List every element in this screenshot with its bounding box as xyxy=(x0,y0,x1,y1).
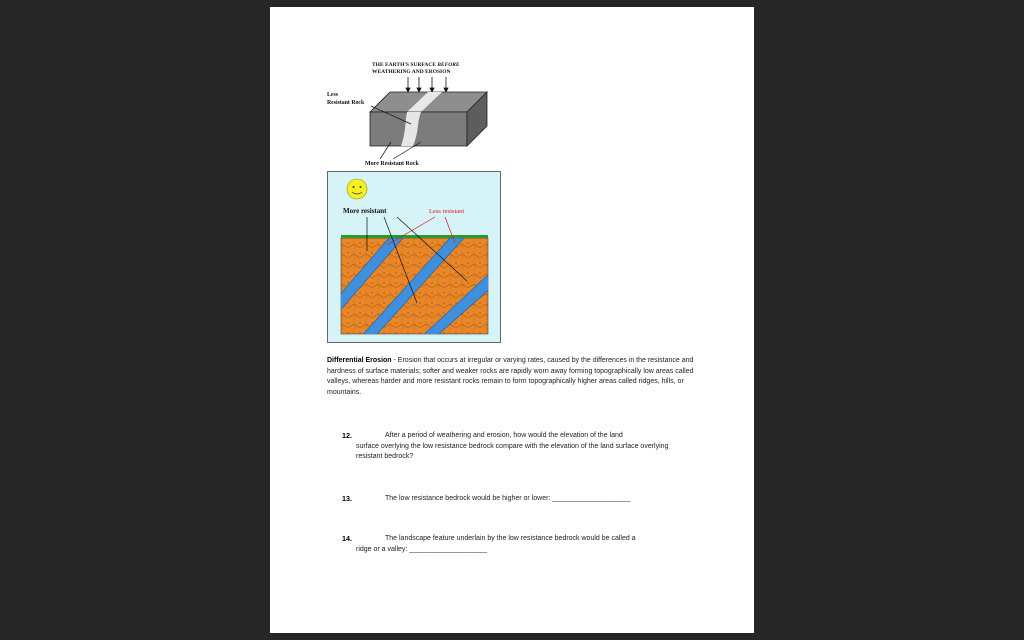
less-resistant-label: Less resistant xyxy=(429,208,465,215)
differential-erosion-diagram xyxy=(327,171,501,343)
figure1-caption-prefix: THE EARTH'S SURFACE xyxy=(372,62,438,68)
definition-paragraph xyxy=(327,356,697,398)
figure1-more-resistant-label: More Resistant Rock xyxy=(365,161,419,167)
figure1-caption-line2: WEATHERING AND EROSION xyxy=(372,69,451,75)
question-12 xyxy=(342,431,702,471)
sun-icon xyxy=(347,179,367,199)
question-text-continued: surface overlying the low resistance bedrock compare with the elevation of the land surface overlying resistant bedrock? xyxy=(356,442,669,460)
question-13 xyxy=(342,494,702,508)
definition-text: - Erosion that occurs at irregular or varying rates, caused by the differences in the resistance and hardness of surface materials; softer and weaker rocks are rapidly worn away forming topographically low areas called valleys, whereas harder and more resistant rocks remain to form topographically higher areas called ridges, hills, or mountains. xyxy=(327,357,694,396)
document-page xyxy=(270,7,754,633)
question-14 xyxy=(342,534,702,560)
surface-arrows xyxy=(406,77,448,92)
figure1-less-label-line2: Resistant Rock xyxy=(327,100,365,106)
question-number: 13. xyxy=(342,494,352,503)
figure1-less-label-line1: Less xyxy=(327,92,338,98)
definition-term: Differential Erosion xyxy=(327,357,392,364)
question-number: 14. xyxy=(342,534,352,543)
question-text-with-answer-blank[interactable]: The low resistance bedrock would be higher or lower: ____________________ xyxy=(385,495,631,502)
figure1-caption-emphasis: BEFORE xyxy=(437,62,460,68)
rock-block-diagram xyxy=(325,62,495,172)
grass-strip xyxy=(341,235,488,238)
more-resistant-label: More resistant xyxy=(343,207,387,215)
question-text-with-answer-blank[interactable]: ridge or a valley: ____________________ xyxy=(356,545,488,553)
question-number: 12. xyxy=(342,431,352,440)
question-text: After a period of weathering and erosion, how would the elevation of the land xyxy=(385,432,623,439)
question-text: The landscape feature underlain by the low resistance bedrock would be called a xyxy=(385,535,636,542)
